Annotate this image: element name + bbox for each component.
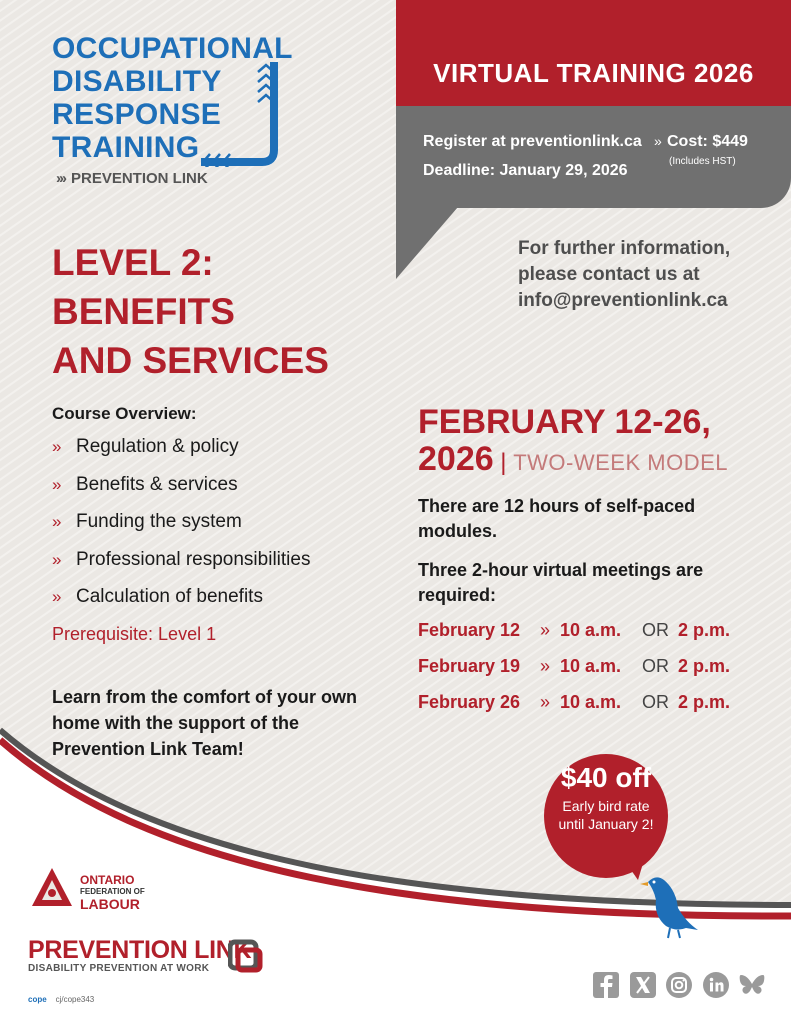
cope-logo-icon: cope [28, 995, 47, 1004]
date-range: FEBRUARY 12-26, [418, 403, 711, 441]
meetings-text: Three 2-hour virtual meetings are required: [418, 560, 704, 605]
list-item [52, 511, 310, 549]
chevron-icon: » [52, 437, 62, 456]
instagram-icon[interactable] [665, 971, 693, 999]
level-line-2: BENEFITS [52, 291, 235, 332]
list-item [52, 586, 310, 624]
schedule-time-1: 10 a.m. [560, 620, 622, 640]
overview-title: Course Overview: [52, 404, 197, 423]
logo-line-2: DISABILITY [52, 65, 222, 98]
schedule-or: OR [642, 620, 669, 640]
banner [396, 0, 791, 106]
union-label [28, 995, 94, 1004]
promo-line-1: Early bird rate [562, 798, 650, 814]
contact-line-2: please contact us at [518, 264, 700, 285]
registration-box-tail [396, 207, 458, 279]
hours-text: There are 12 hours of self-paced modules. [418, 496, 696, 541]
chevron-icon: » [654, 133, 662, 149]
chevron-icon: » [540, 656, 551, 676]
ofl-logo [30, 866, 160, 916]
pl-tagline: DISABILITY PREVENTION AT WORK [28, 963, 210, 974]
chevron-icon: » [540, 692, 551, 712]
linkedin-icon[interactable] [702, 971, 730, 999]
ofl-line-3: LABOUR [80, 896, 140, 912]
chevron-icon: » [52, 587, 62, 606]
chevrons-icon: ››› [56, 170, 65, 187]
facebook-icon[interactable] [592, 971, 620, 999]
logo-line-1: OCCUPATIONAL [52, 32, 293, 65]
chevron-icon: » [52, 549, 62, 569]
logo-arrow-icon [196, 62, 288, 167]
prerequisite: Prerequisite: Level 1 [52, 624, 217, 644]
list-item-label: Benefits & services [76, 473, 238, 495]
schedule-date: February 19 [418, 656, 521, 676]
schedule-or: OR [642, 656, 669, 676]
training-logo [52, 32, 293, 192]
pl-name: PREVENTION LINK [28, 936, 252, 964]
banner-title: VIRTUAL TRAINING 2026 [433, 58, 754, 88]
chevron-icon: » [52, 474, 62, 494]
learn-text: Learn from the comfort of your own home with the support of the Prevention Link Team! [52, 687, 358, 759]
list-item-label: Professional responsibilities [76, 548, 311, 570]
logo-line-3: RESPONSE [52, 98, 222, 131]
date-year: 2026 [418, 440, 494, 478]
promo-line-2: until January 2! [558, 816, 654, 832]
list-item-label: Calculation of benefits [76, 586, 263, 607]
level-line-3: AND SERVICES [52, 340, 329, 381]
ofl-emblem-icon [30, 866, 74, 910]
schedule-date: February 12 [418, 620, 521, 640]
register-link[interactable]: Register at preventionlink.ca [423, 133, 642, 150]
x-icon[interactable] [629, 971, 657, 999]
deadline-text: Deadline: January 29, 2026 [423, 162, 628, 179]
model-label: TWO-WEEK MODEL [513, 450, 728, 475]
bird-icon [636, 870, 706, 942]
ofl-text [80, 874, 145, 910]
chevron-icon: » [540, 620, 551, 640]
promo-text [544, 797, 668, 833]
list-item [52, 474, 310, 512]
chevron-icon: » [52, 512, 62, 531]
schedule-or: OR [642, 692, 669, 712]
list-item [52, 549, 310, 587]
level-line-1: LEVEL 2: [52, 242, 214, 283]
list-item-label: Regulation & policy [76, 436, 239, 457]
contact-email[interactable]: info@preventionlink.ca [518, 290, 728, 311]
list-item [52, 436, 310, 474]
schedule-time-2: 2 p.m. [678, 620, 731, 640]
bluesky-icon[interactable] [738, 971, 766, 999]
ofl-line-1: ONTARIO [80, 873, 135, 887]
level-heading [52, 238, 329, 385]
schedule-time-1: 10 a.m. [560, 692, 622, 712]
logo-line-4: TRAINING [52, 131, 200, 164]
date-heading [418, 404, 728, 481]
prevention-link-logo [28, 936, 251, 974]
cost-text: Cost: $449 [667, 133, 748, 150]
contact-info [518, 236, 758, 314]
schedule-date: February 26 [418, 692, 521, 712]
divider: | [493, 449, 514, 476]
pl-emblem-icon [228, 938, 266, 974]
list-item-label: Funding the system [76, 511, 242, 532]
contact-line-1: For further information, [518, 238, 731, 259]
logo-brand [56, 170, 208, 187]
schedule-time-1: 10 a.m. [560, 656, 622, 676]
overview-list [52, 436, 310, 624]
schedule-time-2: 2 p.m. [678, 656, 731, 676]
logo-brand-label: PREVENTION LINK [71, 170, 208, 187]
schedule-time-2: 2 p.m. [678, 692, 731, 712]
promo-price: $40 off [560, 762, 652, 793]
promo-bubble [544, 754, 668, 878]
cost-note: (Includes HST) [669, 156, 736, 167]
ofl-line-2: FEDERATION OF [80, 887, 145, 896]
union-text: cj/cope343 [55, 995, 95, 1004]
